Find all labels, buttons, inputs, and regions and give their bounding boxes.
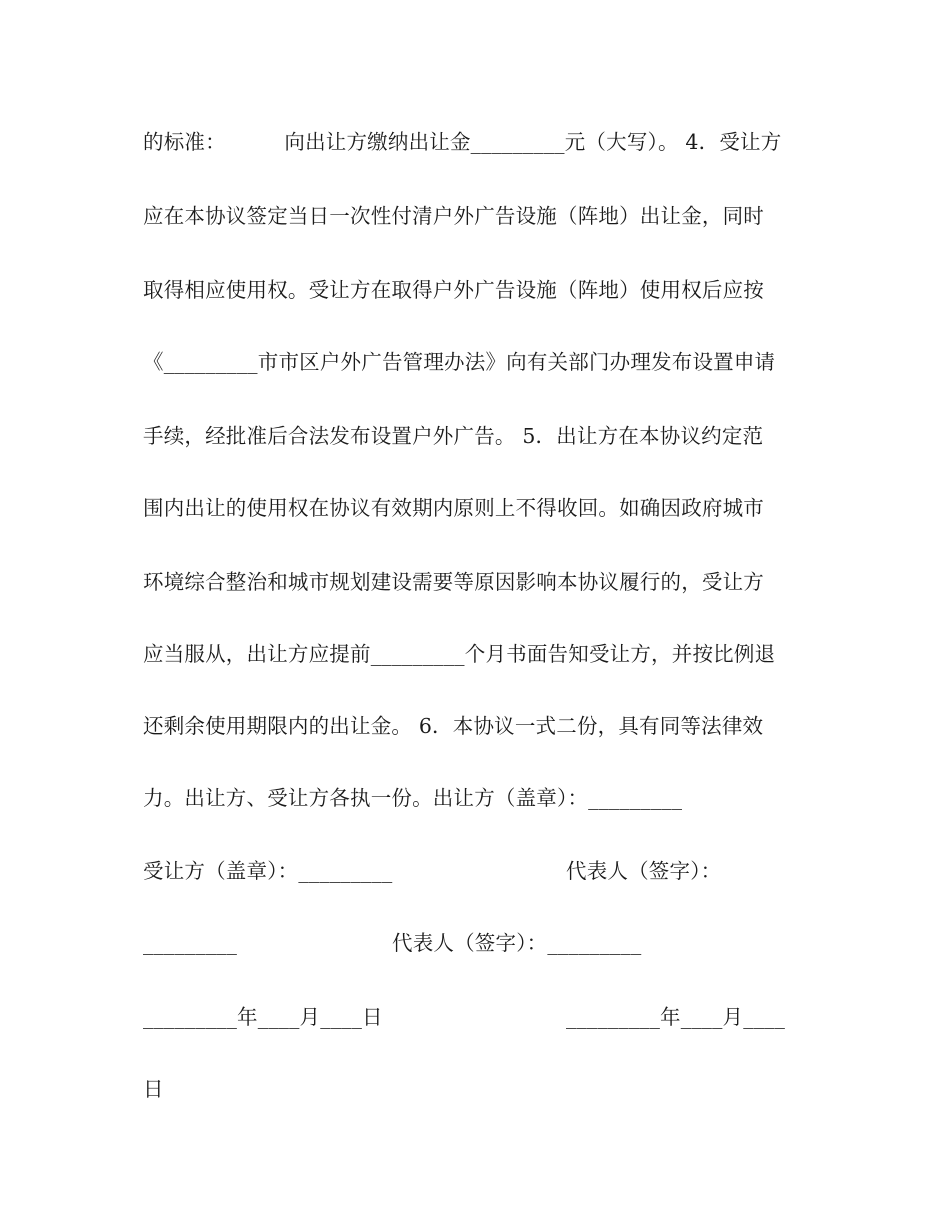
- body-line-5: 手续，经批准后合法发布设置户外广告。 5．出让方在本协议约定范: [143, 424, 764, 448]
- date-day-label: 日: [143, 1077, 164, 1101]
- body-line-2: 应在本协议签定当日一次性付清户外广告设施（阵地）出让金，同时: [143, 204, 764, 228]
- date-field-right: _________年____月____: [566, 1005, 786, 1029]
- representative-signature-label: 代表人（签字）：: [566, 859, 722, 883]
- date-field-left: _________年____月____日: [143, 1005, 383, 1029]
- body-line-6: 围内出让的使用权在协议有效期内原则上不得收回。如确因政府城市: [143, 496, 764, 520]
- body-line-9: 还剩余使用期限内的出让金。 6．本协议一式二份，具有同等法律效: [143, 714, 764, 738]
- body-line-4: 《_________市市区户外广告管理办法》向有关部门办理发布设置申请: [143, 350, 776, 374]
- body-line-3: 取得相应使用权。受让方在取得户外广告设施（阵地）使用权后应按: [143, 278, 764, 302]
- body-line-8: 应当服从，出让方应提前_________个月书面告知受让方，并按比例退: [143, 642, 776, 666]
- body-line-10: 力。出让方、受让方各执一份。出让方（盖章）：_________: [143, 786, 683, 810]
- assignee-seal-field: 受让方（盖章）：_________: [143, 859, 393, 883]
- body-line-1: 的标准： 向出让方缴纳出让金_________元（大写）。 4．受让方: [143, 130, 782, 154]
- body-line-7: 环境综合整治和城市规划建设需要等原因影响本协议履行的，受让方: [143, 570, 764, 594]
- representative-signature-field: 代表人（签字）：_________: [392, 931, 642, 955]
- representative-signature-blank: _________: [143, 931, 238, 955]
